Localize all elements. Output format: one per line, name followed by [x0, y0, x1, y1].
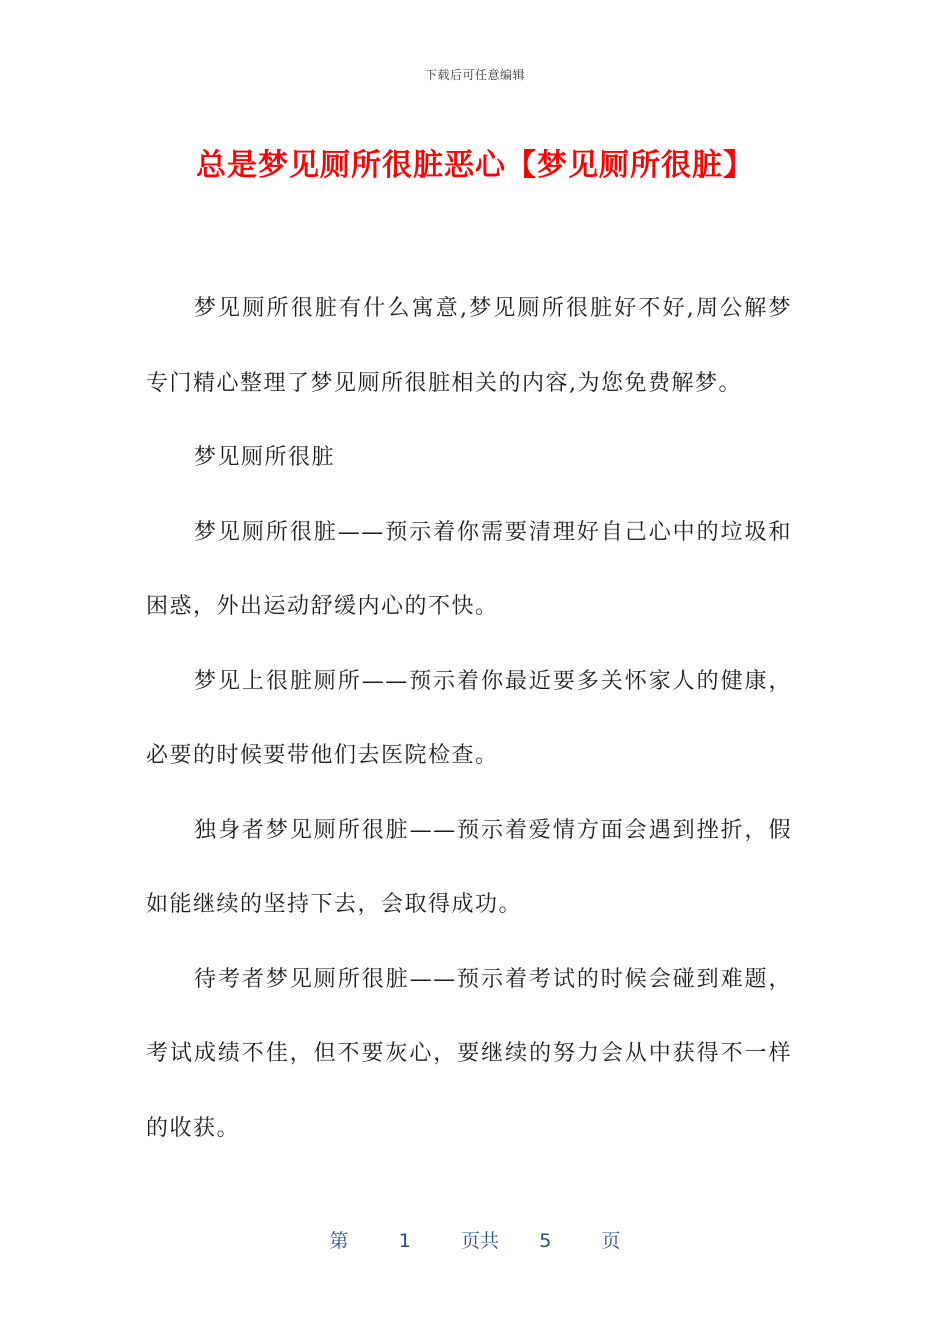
header-note: 下载后可任意编辑 [424, 68, 525, 82]
page-footer [0, 1226, 950, 1253]
footer-prefix: 第 [329, 1230, 349, 1252]
paragraph-subheading: 梦见厕所很脏 [194, 445, 336, 470]
paragraph-intro: 梦见厕所很脏有什么寓意,梦见厕所很脏好不好,周公解梦专门精心整理了梦见厕所很脏相关的内容,为您免费解梦。 [146, 296, 792, 396]
footer-suffix: 页 [601, 1230, 621, 1252]
paragraph-interpretation-3: 独身者梦见厕所很脏——预示着爱情方面会遇到挫折，假如能继续的坚持下去，会取得成功。 [146, 817, 792, 917]
footer-page-number: 1 [398, 1230, 411, 1252]
document-title: 总是梦见厕所很脏恶心【梦见厕所很脏】 [196, 148, 754, 183]
paragraph-interpretation-4: 待考者梦见厕所很脏——预示着考试的时候会碰到难题，考试成绩不佳，但不要灰心，要继续的努力会从中获得不一样的收获。 [146, 966, 792, 1141]
paragraph-interpretation-1: 梦见厕所很脏——预示着你需要清理好自己心中的垃圾和困惑，外出运动舒缓内心的不快。 [146, 519, 792, 619]
paragraph-interpretation-2: 梦见上很脏厕所——预示着你最近要多关怀家人的健康，必要的时候要带他们去医院检查。 [146, 668, 792, 768]
footer-middle: 页共 [461, 1230, 500, 1252]
document-body [146, 272, 792, 1166]
footer-total-pages: 5 [539, 1230, 552, 1252]
